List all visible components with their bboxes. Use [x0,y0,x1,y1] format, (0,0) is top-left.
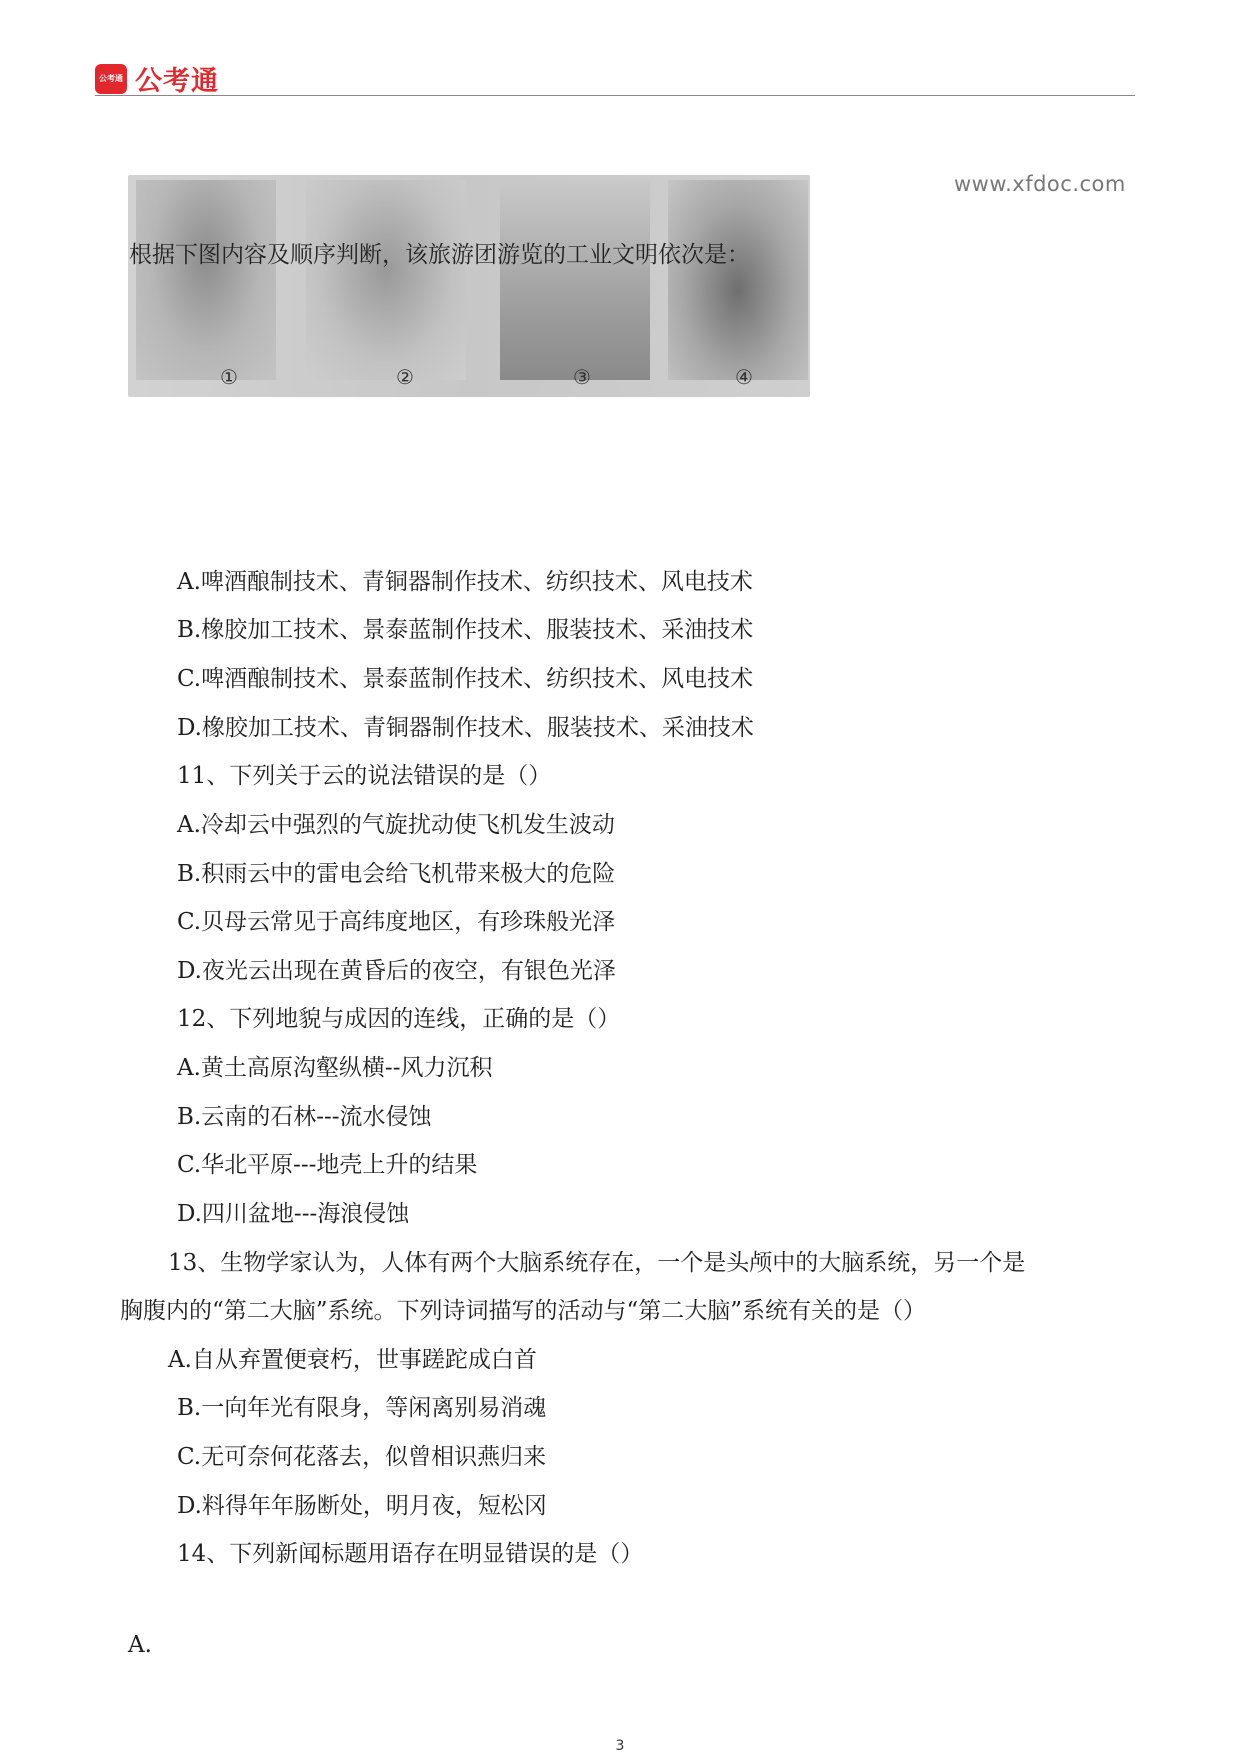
photo-label-2: ② [396,365,414,389]
option-line: C.无可奈何花落去，似曾相识燕归来 [177,1444,547,1470]
option-line: C.啤酒酿制技术、景泰蓝制作技术、纺织技术、风电技术 [177,666,754,692]
option-line: B.橡胶加工技术、景泰蓝制作技术、服装技术、采油技术 [177,617,754,643]
option-line: A.啤酒酿制技术、青铜器制作技术、纺织技术、风电技术 [177,569,753,595]
photo-label-4: ④ [735,365,753,389]
question-11: 11、下列关于云的说法错误的是（） [177,763,552,789]
brand-header [95,59,219,98]
option-line: D.料得年年肠断处，明月夜，短松冈 [177,1493,547,1519]
option-line: D.四川盆地---海浪侵蚀 [177,1201,410,1227]
photo-panel-barrels [136,180,276,380]
option-line: B.云南的石林---流水侵蚀 [177,1104,432,1130]
site-url: www.xfdoc.com [954,172,1126,196]
option-line: B.一向年光有限身，等闲离别易消魂 [177,1395,547,1421]
option-line: D.橡胶加工技术、青铜器制作技术、服装技术、采油技术 [177,715,754,741]
question-13-continued: 胸腹内的“第二大脑”系统。下列诗词描写的活动与“第二大脑”系统有关的是（） [120,1298,927,1324]
option-line: A. [128,1632,152,1658]
photo-panel-loom [500,180,650,380]
brand-name: 公考通 [135,66,219,97]
option-line: A.黄土高原沟壑纵横--风力沉积 [177,1055,493,1081]
photo-panel-pump [668,180,808,380]
header-divider [95,95,1135,96]
question-13: 13、生物学家认为，人体有两个大脑系统存在，一个是头颅中的大脑系统，另一个是 [168,1250,1026,1276]
option-line: C.贝母云常见于高纬度地区，有珍珠般光泽 [177,909,616,935]
option-line: A.冷却云中强烈的气旋扰动使飞机发生波动 [177,812,615,838]
industry-photo [128,175,810,397]
option-line: D.夜光云出现在黄昏后的夜空，有银色光泽 [177,958,616,984]
brand-logo-icon: 公考通 [95,64,127,94]
option-line: A.自从弃置便衰朽，世事蹉跎成白首 [168,1347,537,1373]
question-12: 12、下列地貌与成因的连线，正确的是（） [177,1006,621,1032]
page-number: 3 [615,1738,625,1754]
question-stem-overlay: 根据下图内容及顺序判断，该旅游团游览的工业文明依次是： [129,242,750,268]
option-line: B.积雨云中的雷电会给飞机带来极大的危险 [177,861,616,887]
option-line: C.华北平原---地壳上升的结果 [177,1152,478,1178]
question-14: 14、下列新闻标题用语存在明显错误的是（） [177,1541,644,1567]
photo-label-1: ① [220,365,238,389]
photo-label-3: ③ [573,365,591,389]
photo-panel-vessels [306,180,466,380]
